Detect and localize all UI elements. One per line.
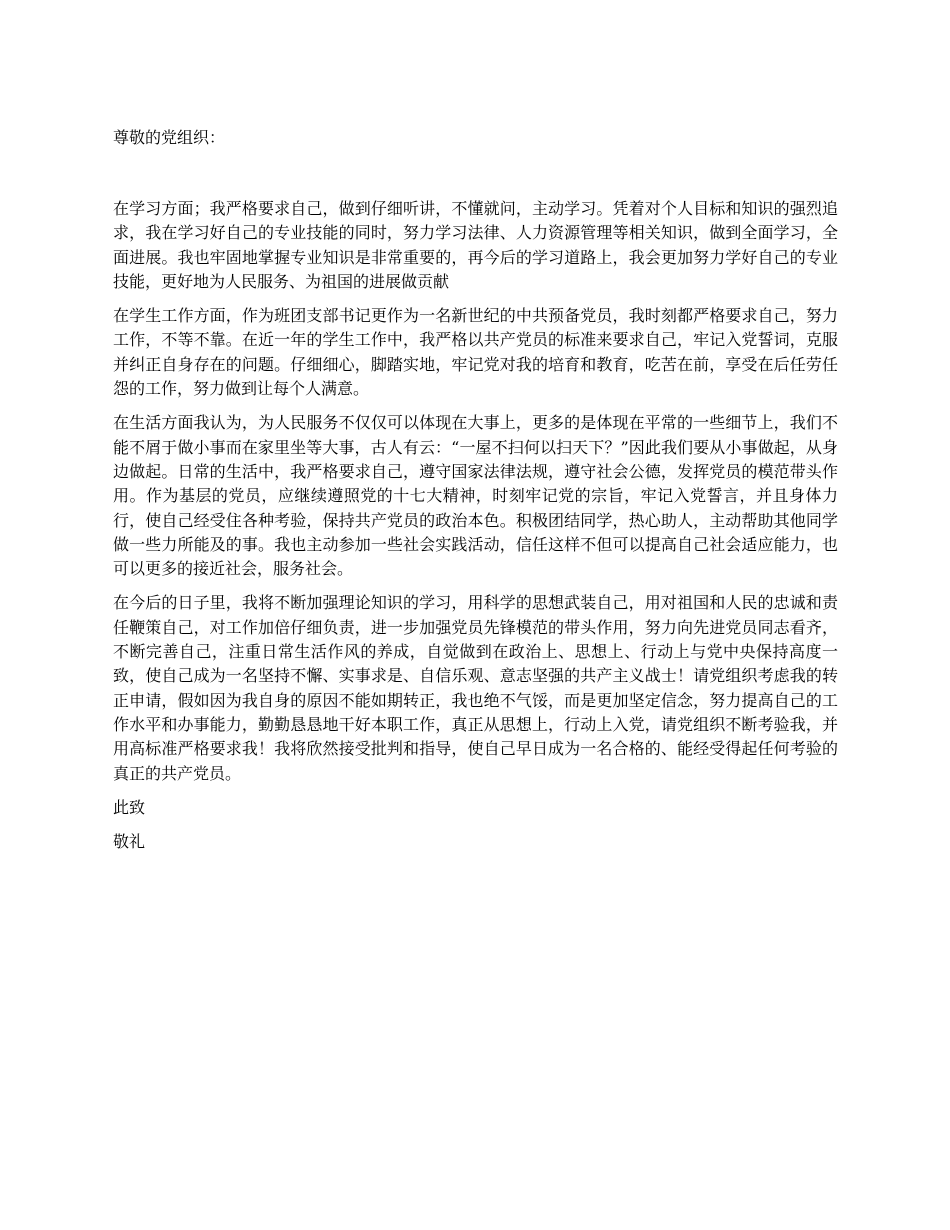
paragraph-life: 在生活方面我认为，为人民服务不仅仅可以体现在大事上，更多的是体现在平常的一些细节上，我们不能不屑于做小事而在家里坐等大事，古人有云：“一屋不扫何以扫天下？”因此我们要从小事做起，从身边做起。日常的生活中，我严格要求自己，遵守国家法律法规，遵守社会公德，发挥党员的模范带头作用。作为基层的党员，应继续遵照党的十七大精神，时刻牢记党的宗旨，牢记入党誓言，并且身体力行，使自己经受住各种考验，保持共产党员的政治本色。积极团结同学，热心助人，主动帮助其他同学做一些力所能及的事。我也主动参加一些社会实践活动，信任这样不但可以提高自己社会适应能力，也可以更多的接近社会，服务社会。 [113,413,838,579]
paragraph-study: 在学习方面；我严格要求自己，做到仔细听讲，不懂就问，主动学习。凭着对个人目标和知识的强烈追求，我在学习好自己的专业技能的同时，努力学习法律、人力资源管理等相关知识，做到全面学习，全面进展。我也牢固地掌握专业知识是非常重要的，再今后的学习道路上，我会更加努力学好自己的专业技能，更好地为人民服务、为祖国的进展做贡献 [113,199,838,291]
letter-closing: 此致 [113,797,146,817]
letter-salutation: 尊敬的党组织： [113,128,226,147]
paragraph-future: 在今后的日子里，我将不断加强理论知识的学习，用科学的思想武装自己，用对祖国和人民的忠诚和责任鞭策自己，对工作加倍仔细负责，进一步加强党员先锋模范的带头作用，努力向先进党员同志看齐，不断完善自己，注重日常生活作风的养成，自觉做到在政治上、思想上、行动上与党中央保持高度一致，使自己成为一名坚持不懈、实事求是、自信乐观、意志坚强的共产主义战士！请党组织考虑我的转正申请，假如因为我自身的原因不能如期转正，我也绝不气馁，而是更加坚定信念，努力提高自己的工作水平和办事能力，勤勤恳恳地干好本职工作，真正从思想上，行动上入党，请党组织不断考验我，并用高标准严格要求我！我将欣然接受批判和指导，使自己早日成为一名合格的、能经受得起任何考验的真正的共产党员。 [113,593,838,783]
paragraph-student-work: 在学生工作方面，作为班团支部书记更作为一名新世纪的中共预备党员，我时刻都严格要求自己，努力工作，不等不靠。在近一年的学生工作中，我严格以共产党员的标准来要求自己，牢记入党誓词，克服并纠正自身存在的问题。仔细细心，脚踏实地，牢记党对我的培育和教育，吃苦在前，享受在后任劳任怨的工作，努力做到让每个人满意。 [113,306,838,399]
letter-body [113,197,838,786]
letter-page [113,126,838,854]
letter-regards: 敬礼 [113,831,146,851]
